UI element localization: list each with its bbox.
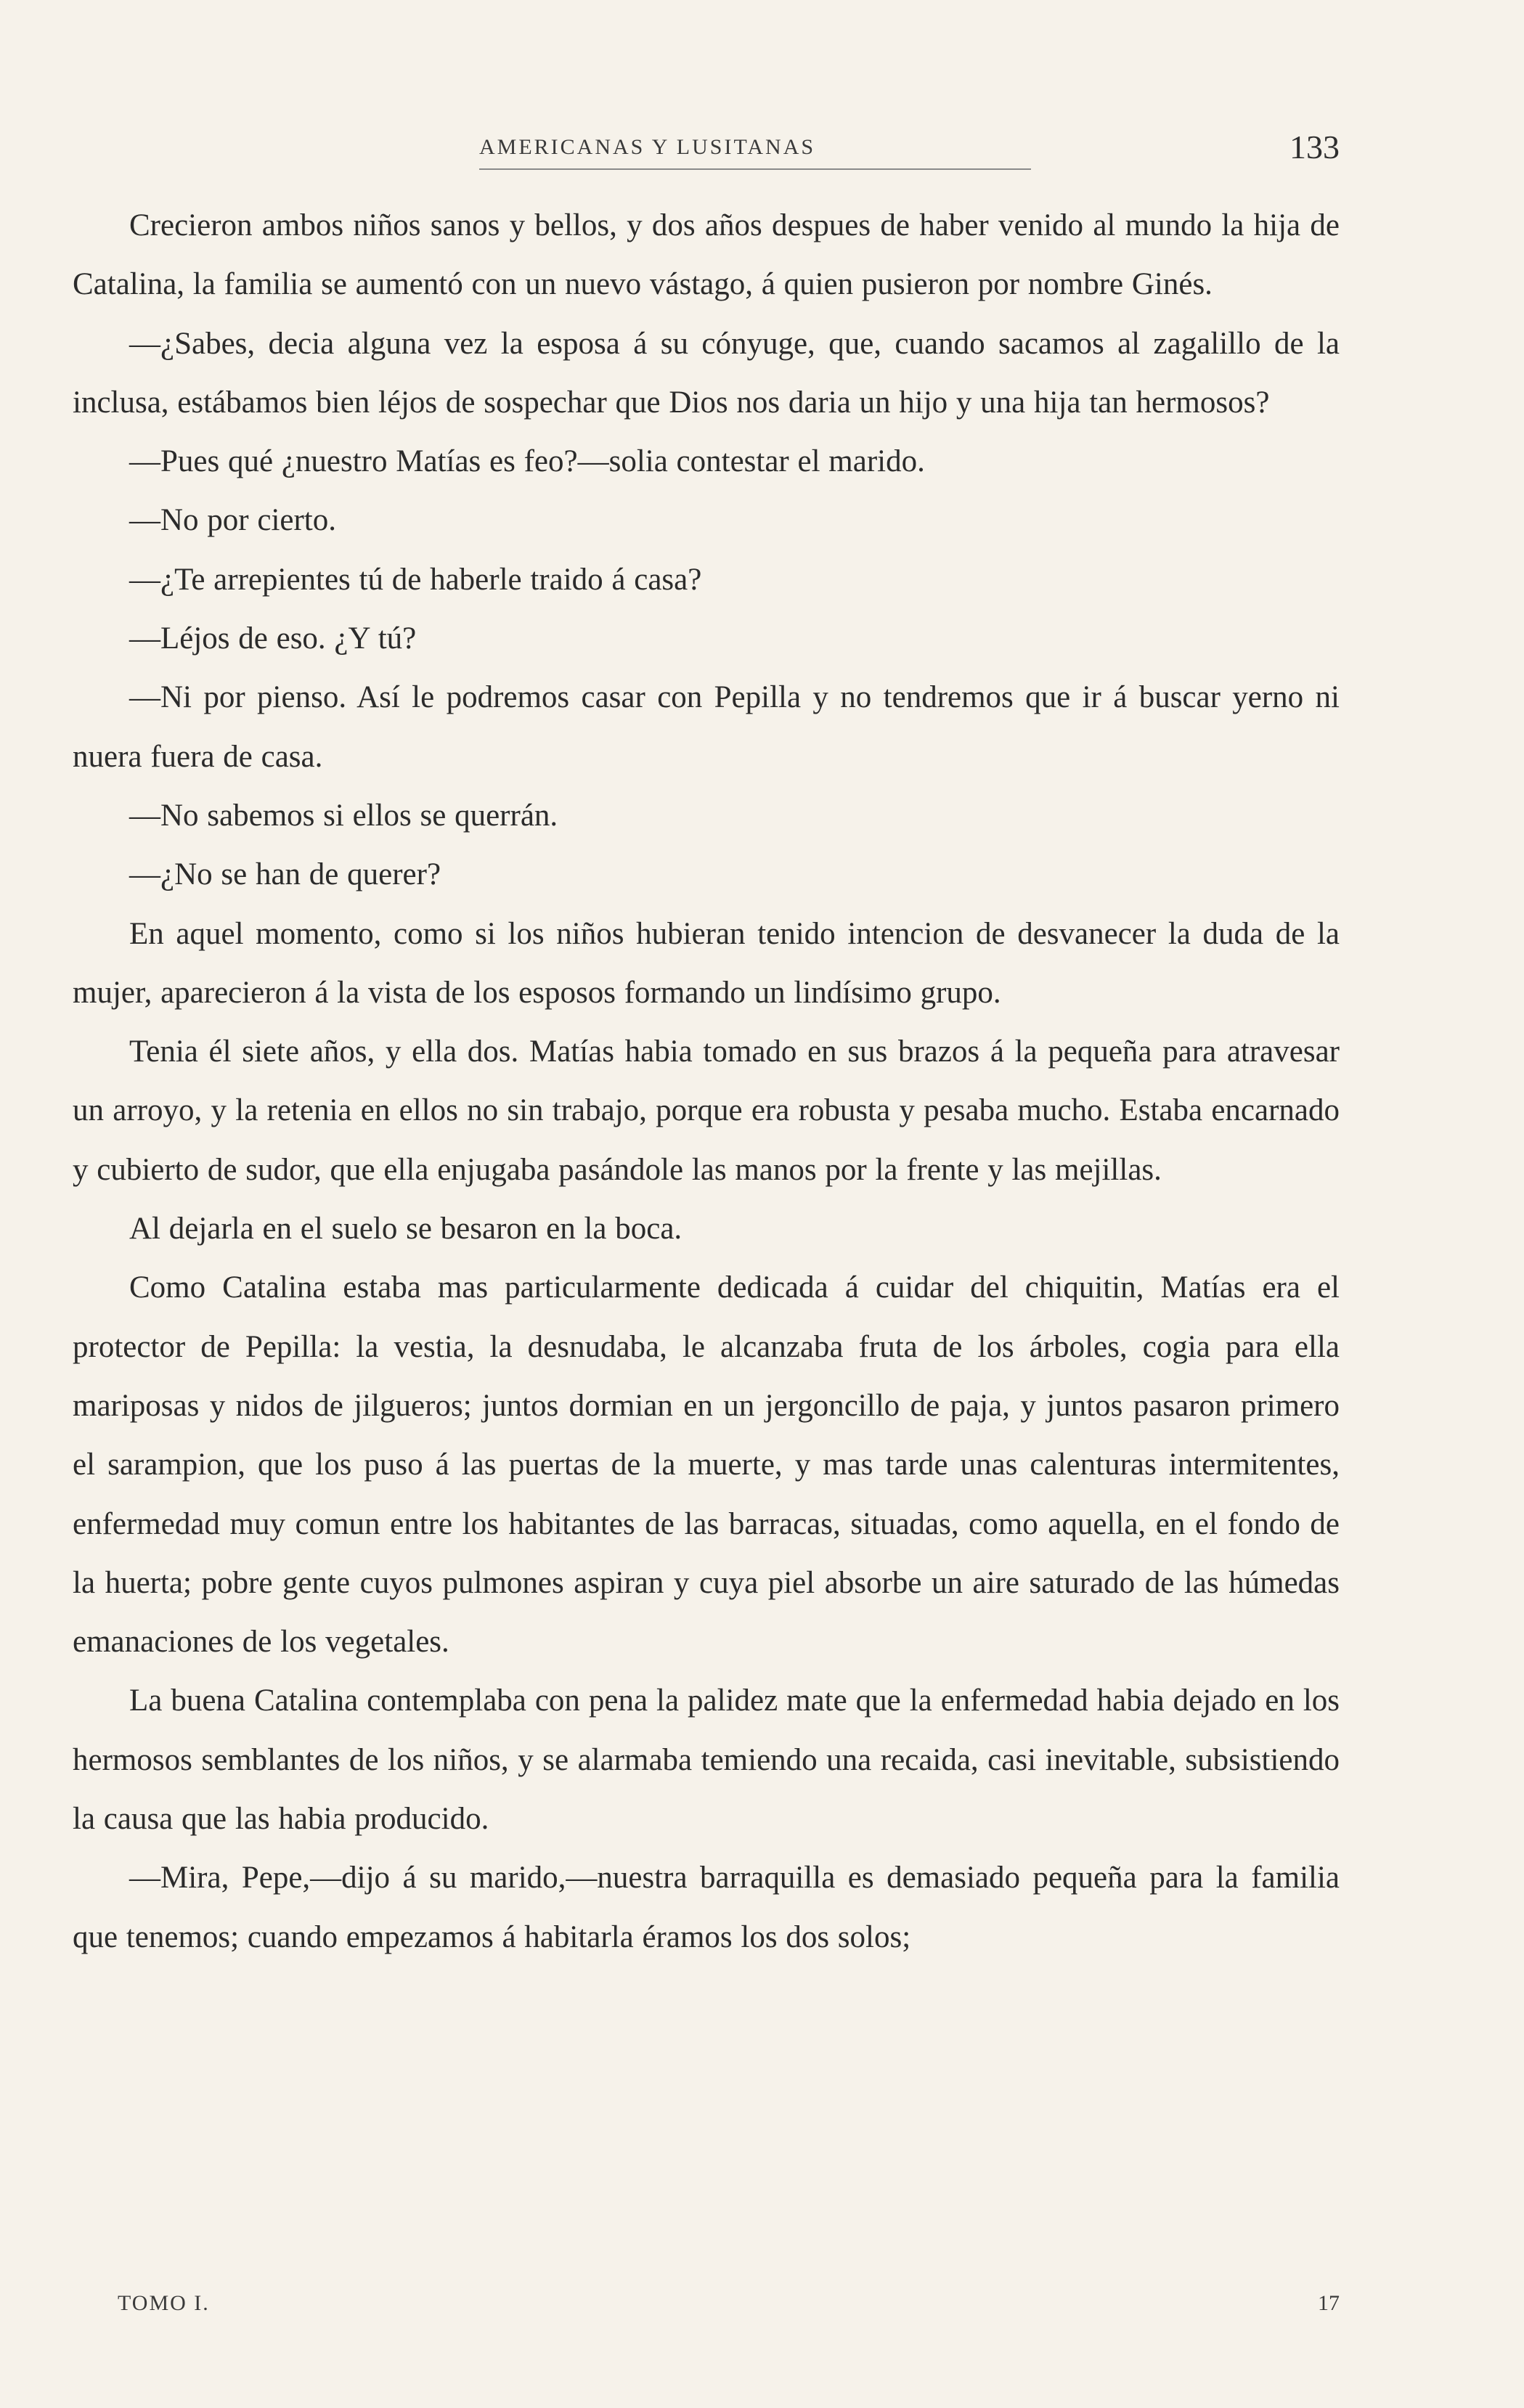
paragraph: —Pues qué ¿nuestro Matías es feo?—solia contestar el marido. bbox=[129, 444, 925, 479]
paragraph: En aquel momento, como si los niños hubieran tenido intencion de desvanecer la duda de la mujer, aparecieron á la vista de los esposos formando un lindísimo grupo. bbox=[73, 916, 1340, 1010]
paragraph: —No por cierto. bbox=[129, 503, 337, 538]
page-number: 133 bbox=[1289, 128, 1340, 166]
paragraph: Crecieron ambos niños sanos y bellos, y dos años despues de haber venido al mundo la hija de Catalina, la familia se aumentó con un nuevo vástago, á quien pusieron por nombre Ginés. bbox=[73, 208, 1340, 302]
paragraph: Tenia él siete años, y ella dos. Matías habia tomado en sus brazos á la pequeña para atravesar un arroyo, y la retenia en ellos no sin trabajo, porque era robusta y pesaba mucho. Estaba encarnado y cubierto de sudor, que ella enjugaba pasándole las manos por la frente y las mejillas. bbox=[73, 1034, 1340, 1187]
paragraph: —Léjos de eso. ¿Y tú? bbox=[129, 621, 417, 656]
page-footer bbox=[73, 2291, 1340, 2327]
paragraph: —Mira, Pepe,—dijo á su marido,—nuestra barraquilla es demasiado pequeña para la familia que tenemos; cuando empezamos á habitarla éramos los dos solos; bbox=[73, 1861, 1340, 1954]
paragraph: Como Catalina estaba mas particularmente dedicada á cuidar del chiquitin, Matías era el protector de Pepilla: la vestia, la desnudaba, le alcanzaba fruta de los árboles, cogia para ella mariposas y nidos de jilgueros; juntos dormian en un jergoncillo de paja, y juntos pasaron primero el sarampion, que los puso á las puertas de la muerte, y mas tarde unas calenturas intermitentes, enfermedad muy comun entre los habitantes de las barracas, situadas, como aquella, en el fondo de la huerta; pobre gente cuyos pulmones aspiran y cuya piel absorbe un aire saturado de las húmedas emanaciones de los vegetales. bbox=[73, 1270, 1340, 1660]
paragraph: —¿Te arrepientes tú de haberle traido á casa? bbox=[129, 562, 702, 597]
body-text bbox=[73, 196, 1340, 1967]
signature-mark: TOMO I. bbox=[118, 2291, 210, 2315]
paragraph: Al dejarla en el suelo se besaron en la boca. bbox=[129, 1212, 682, 1246]
paragraph: —¿No se han de querer? bbox=[129, 857, 441, 892]
paragraph: —¿Sabes, decia alguna vez la esposa á su cónyuge, que, cuando sacamos al zagalillo de la inclusa, estábamos bien léjos de sospechar que Dios nos daria un hijo y una hija tan hermosos? bbox=[73, 326, 1340, 420]
book-page bbox=[73, 116, 1340, 2323]
running-head bbox=[73, 123, 1340, 174]
running-title: AMERICANAS Y LUSITANAS bbox=[479, 135, 816, 159]
signature-number: 17 bbox=[1318, 2291, 1340, 2315]
header-rule bbox=[479, 168, 1031, 170]
paragraph: La buena Catalina contemplaba con pena la palidez mate que la enfermedad habia dejado en los hermosos semblantes de los niños, y se alarmaba temiendo una recaida, casi inevitable, subsistiendo la causa que las habia producido. bbox=[73, 1683, 1340, 1837]
paragraph: —Ni por pienso. Así le podremos casar con Pepilla y no tendremos que ir á buscar yerno ni nuera fuera de casa. bbox=[73, 680, 1340, 774]
paragraph: —No sabemos si ellos se querrán. bbox=[129, 798, 558, 833]
